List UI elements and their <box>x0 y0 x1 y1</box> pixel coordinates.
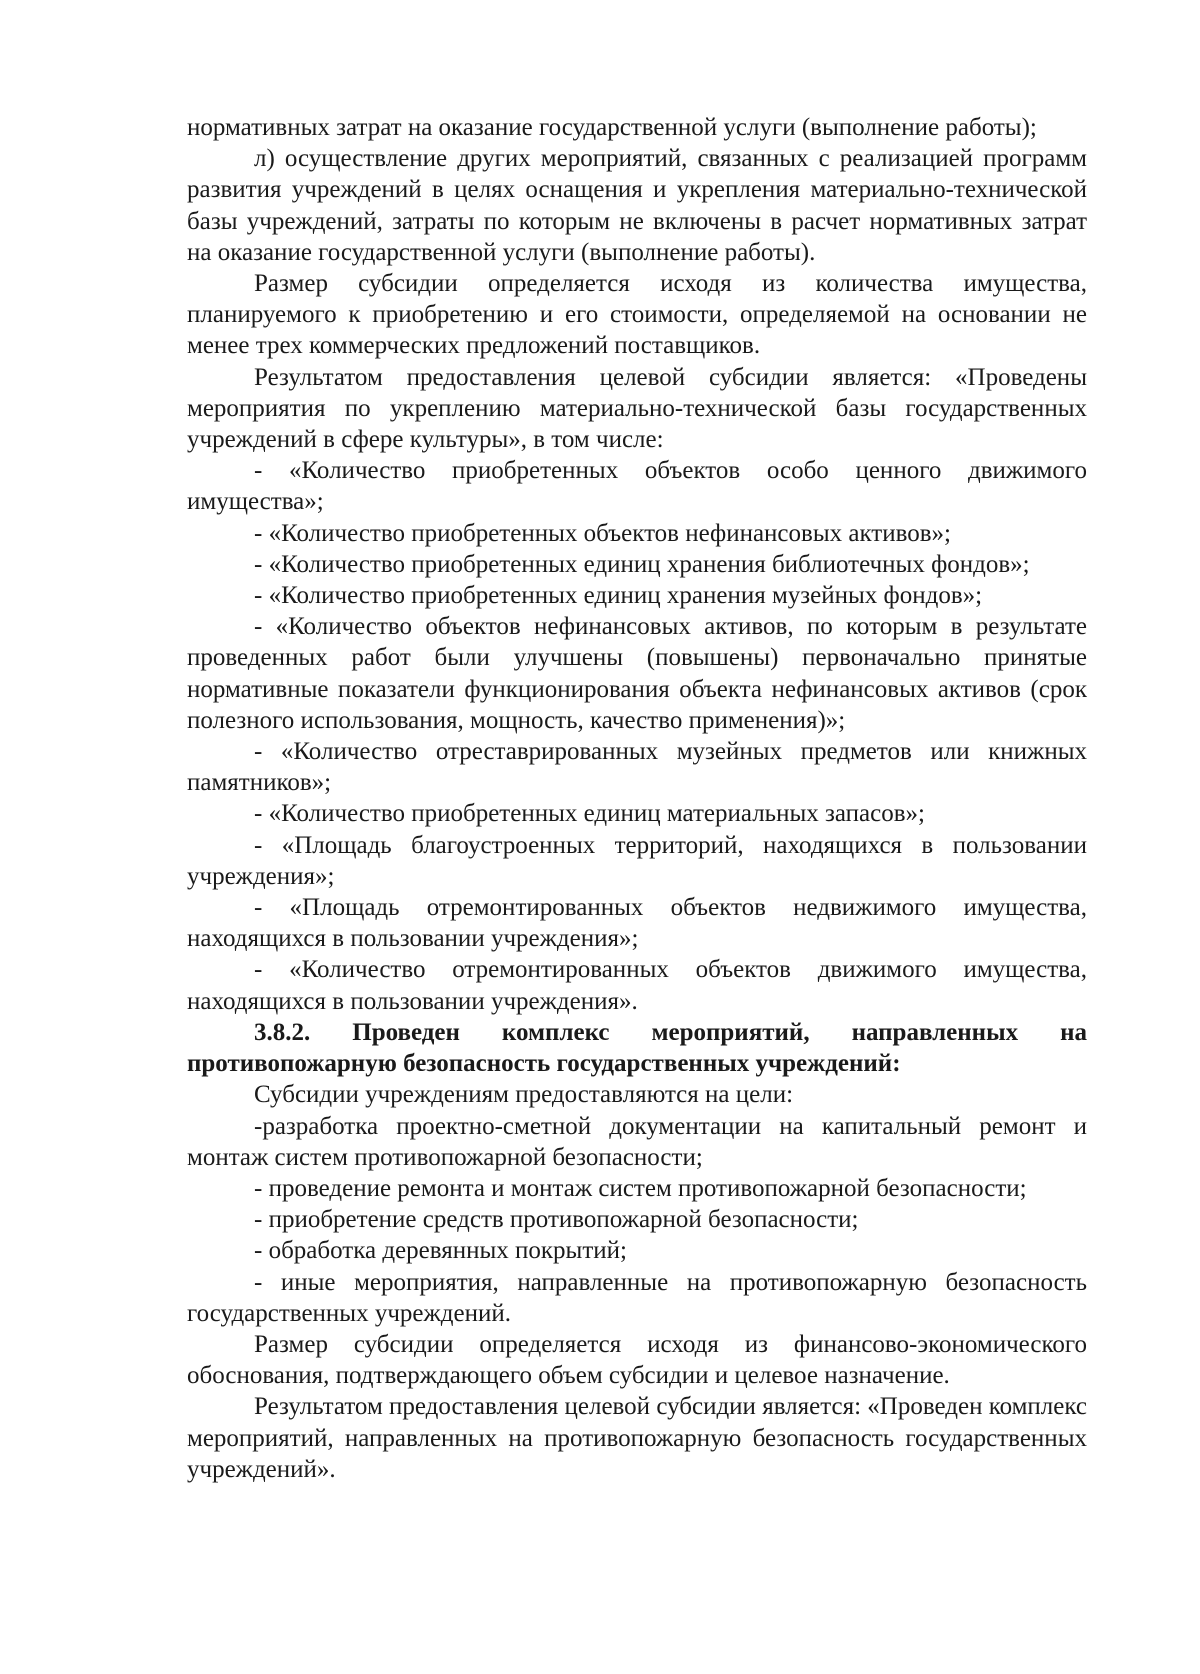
list-item: - «Количество отремонтированных объектов движимого имущества, находящихся в пользовании учреждения». <box>187 956 1087 1015</box>
list-item: - проведение ремонта и монтаж систем противопожарной безопасности; <box>254 1174 1027 1202</box>
list-item: - иные мероприятия, направленные на противопожарную безопасность государственных учреждений. <box>187 1268 1087 1327</box>
list-item: - «Количество объектов нефинансовых активов, по которым в результате проведенных работ были улучшены (повышены) первоначально принятые нормативные показатели функционирования объекта нефинансовых активов (срок полезного использования, мощность, качество применения)»; <box>187 613 1087 734</box>
list-item: - обработка деревянных покрытий; <box>254 1237 627 1265</box>
list-item: - «Количество приобретенных объектов нефинансовых активов»; <box>254 519 951 547</box>
list-item: - «Количество отреставрированных музейных предметов или книжных памятников»; <box>187 738 1087 797</box>
section-heading-3-8-2: 3.8.2. Проведен комплекс мероприятий, направленных на противопожарную безопасность государственных учреждений: <box>187 1018 1087 1078</box>
document-page <box>187 112 1087 1485</box>
list-item: - «Площадь отремонтированных объектов недвижимого имущества, находящихся в пользовании учреждения»; <box>187 894 1087 953</box>
paragraph-subsidy-size-2: Размер субсидии определяется исходя из финансово-экономического обоснования, подтверждающего объем субсидии и целевое назначение. <box>187 1330 1087 1390</box>
list-item: - «Количество приобретенных единиц материальных запасов»; <box>254 800 925 828</box>
list-item: - «Количество приобретенных единиц хранения библиотечных фондов»; <box>254 550 1030 578</box>
list-item: - приобретение средств противопожарной безопасности; <box>254 1206 859 1234</box>
paragraph-item-l: л) осуществление других мероприятий, связанных с реализацией программ развития учреждений в целях оснащения и укрепления материально-технической базы учреждений, затраты по которым не включены в расчет нормативных затрат на оказание государственной услуги (выполнение работы). <box>187 145 1087 266</box>
paragraph-continuation: нормативных затрат на оказание государственной услуги (выполнение работы); <box>187 114 1037 141</box>
paragraph-subsidy-size: Размер субсидии определяется исходя из количества имущества, планируемого к приобретению и его стоимости, определяемой на основании не менее трех коммерческих предложений поставщиков. <box>187 270 1087 360</box>
list-item: - «Количество приобретенных единиц хранения музейных фондов»; <box>254 582 983 610</box>
list-item: - «Количество приобретенных объектов особо ценного движимого имущества»; <box>187 457 1087 516</box>
paragraph-goals-intro: Субсидии учреждениям предоставляются на цели: <box>254 1081 794 1109</box>
paragraph-result-2: Результатом предоставления целевой субсидии является: «Проведен комплекс мероприятий, направленных на противопожарную безопасность государственных учреждений». <box>187 1393 1087 1483</box>
list-item: -разработка проектно-сметной документации на капитальный ремонт и монтаж систем противопожарной безопасности; <box>187 1112 1087 1171</box>
paragraph-result: Результатом предоставления целевой субсидии является: «Проведены мероприятия по укреплению материально-технической базы государственных учреждений в сфере культуры», в том числе: <box>187 363 1087 454</box>
list-item: - «Площадь благоустроенных территорий, находящихся в пользовании учреждения»; <box>187 831 1087 890</box>
